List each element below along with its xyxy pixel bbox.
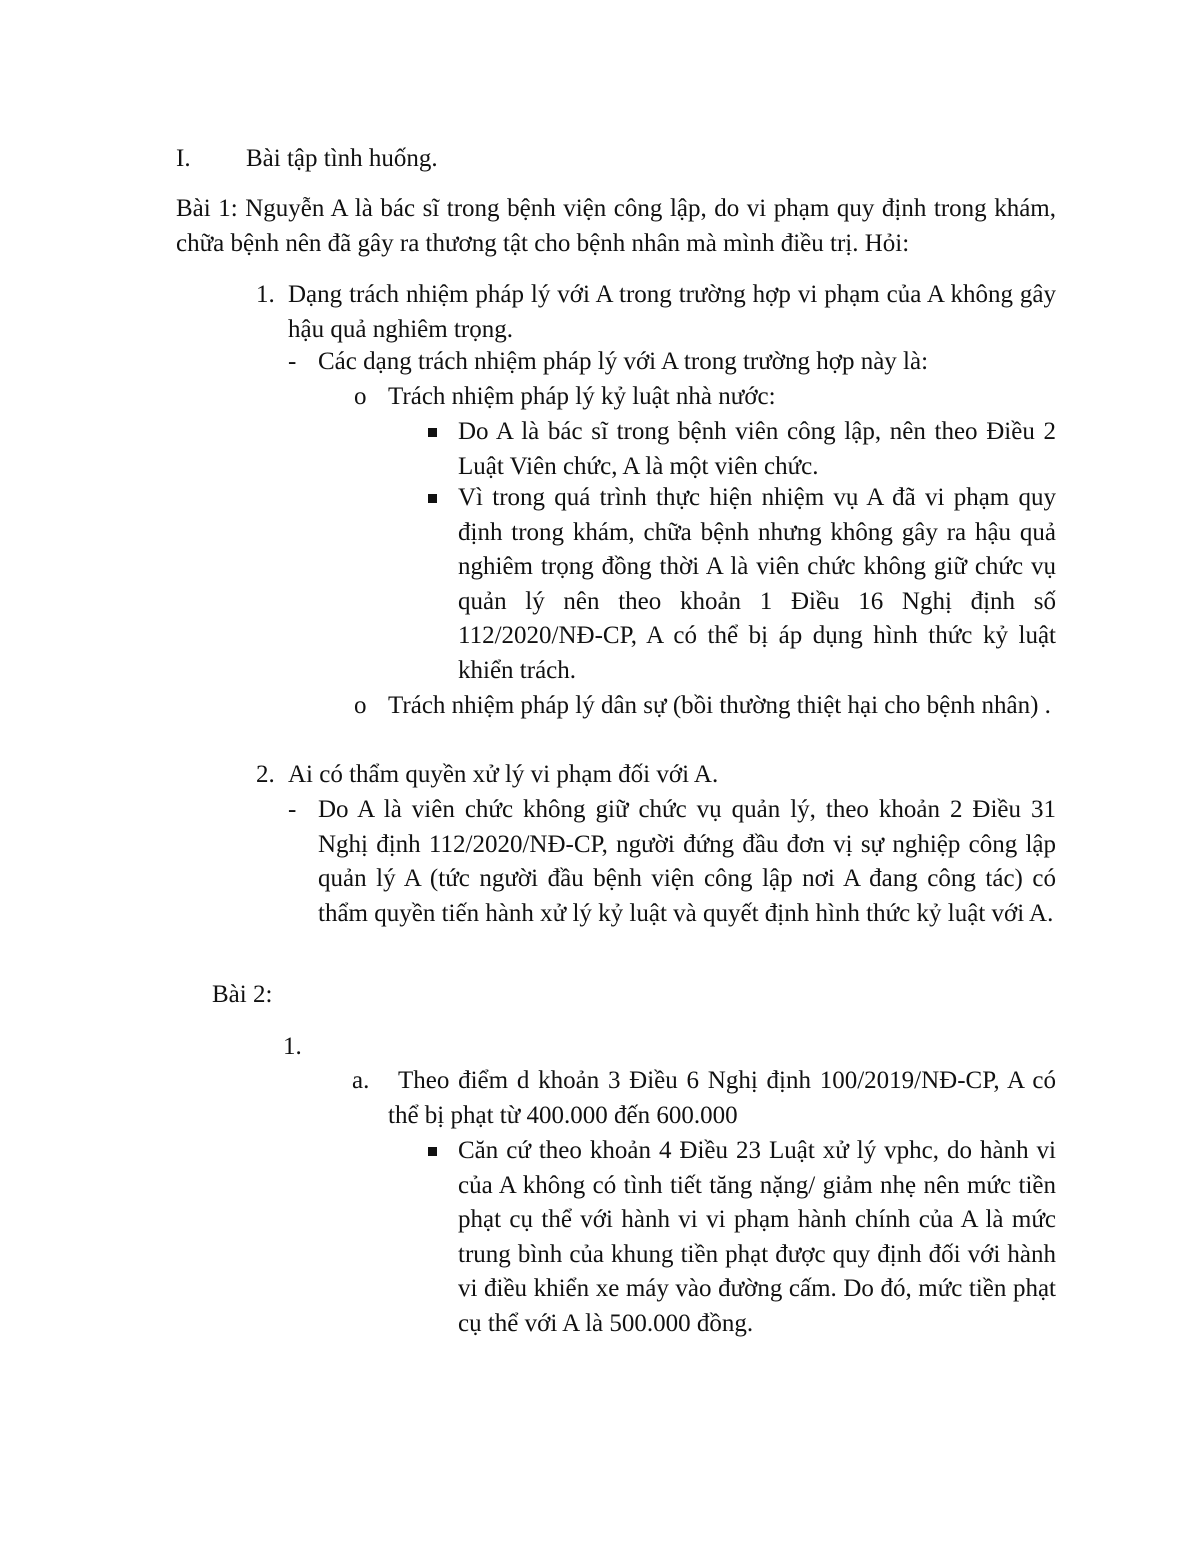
q1-o1-marker: o — [354, 383, 367, 410]
bai2-item1-number: 1. — [283, 1033, 302, 1060]
q1-text: Dạng trách nhiệm pháp lý với A trong trường hợp vi phạm của A không gây hậu quả nghiêm trọng. — [288, 281, 1056, 343]
q1-bullet1-text: Do A là bác sĩ trong bệnh viên công lập, nên theo Điều 2 Luật Viên chức, A là một viên chức. — [458, 418, 1056, 480]
bai2-a-marker: a. — [352, 1067, 370, 1094]
q2-dash-text: Do A là viên chức không giữ chức vụ quản lý, theo khoản 2 Điều 31 Nghị định 112/2020/NĐ-CP, người đứng đầu đơn vị sự nghiệp công lập quản lý A (tức người đầu bệnh viện công lập nơi A đang công tác) có thẩm quyền tiến hành xử lý kỷ luật và quyết định hình thức kỷ luật với A. — [318, 796, 1056, 927]
q1-o1-text: Trách nhiệm pháp lý kỷ luật nhà nước: — [388, 383, 776, 410]
q1-bullet2-text: Vì trong quá trình thực hiện nhiệm vụ A đã vi phạm quy định trong khám, chữa bệnh nhưng không gây ra hậu quả nghiêm trọng đồng thời A là viên chức không giữ chức vụ quản lý nên theo khoản 1 Điều 16 Nghị định số 112/2020/NĐ-CP, A có thể bị áp dụng hình thức kỷ luật khiển trách. — [458, 484, 1056, 684]
bullet-square-icon — [428, 494, 437, 503]
bai2-a-text: Theo điểm d khoản 3 Điều 6 Nghị định 100/2019/NĐ-CP, A có thể bị phạt từ 400.000 đến 600.000 — [388, 1067, 1056, 1129]
q2-number: 2. — [256, 761, 275, 788]
section-title: Bài tập tình huống. — [246, 145, 438, 172]
bai2-title: Bài 2: — [212, 981, 273, 1008]
section-number: I. — [176, 145, 191, 172]
q1-dash: - — [288, 348, 297, 375]
q1-o2-marker: o — [354, 692, 367, 719]
bai2-bullet1-text: Căn cứ theo khoản 4 Điều 23 Luật xử lý vphc, do hành vi của A không có tình tiết tăng nặng/ giảm nhẹ nên mức tiền phạt cụ thể với hành vi vi phạm hành chính của A là mức trung bình của khung tiền phạt được quy định đối với hành vi điều khiển xe máy vào đường cấm. Do đó, mức tiền phạt cụ thể với A là 500.000 đồng. — [458, 1137, 1056, 1337]
bullet-square-icon — [428, 428, 437, 437]
q1-number: 1. — [256, 281, 275, 308]
bullet-square-icon — [428, 1147, 437, 1156]
q2-dash: - — [288, 796, 297, 823]
bai1-intro: Bài 1: Nguyễn A là bác sĩ trong bệnh viện công lập, do vi phạm quy định trong khám, chữa bệnh nên đã gây ra thương tật cho bệnh nhân mà mình điều trị. Hỏi: — [176, 195, 1056, 257]
q1-dash-text: Các dạng trách nhiệm pháp lý với A trong trường hợp này là: — [318, 348, 929, 375]
q2-text: Ai có thẩm quyền xử lý vi phạm đối với A. — [288, 761, 719, 788]
q1-o2-text: Trách nhiệm pháp lý dân sự (bồi thường thiệt hại cho bệnh nhân) . — [388, 692, 1051, 719]
